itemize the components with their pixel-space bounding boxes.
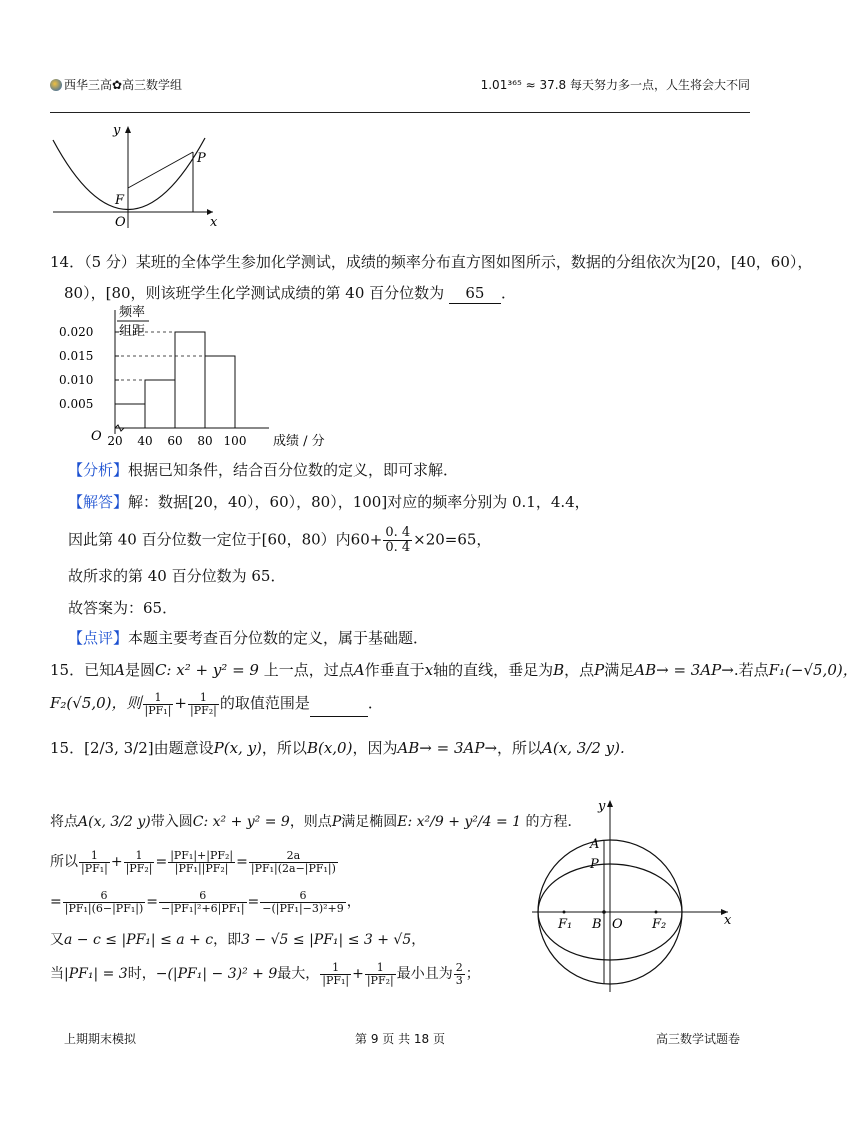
hist-bar <box>145 380 175 428</box>
hist-y-label-bottom: 组距 <box>119 324 146 339</box>
analysis-line5: 故答案为：65． <box>68 599 178 617</box>
y-axis-arrow-icon <box>125 126 131 133</box>
label-o: O <box>612 917 623 932</box>
hist-bar <box>205 356 235 428</box>
hist-x-tick-label: 60 <box>167 434 183 448</box>
label-b: B <box>592 917 602 932</box>
point-f2 <box>655 911 658 914</box>
sol15-line5: 又a − c ≤ |PF₁| ≤ a + c，即3 − √5 ≤ |PF₁| ≤ 3 + √5， <box>50 932 426 948</box>
label-p: P <box>590 857 599 872</box>
label-x: x <box>210 215 218 230</box>
fraction-04: $\frac{0. 4}{0. 4}$ <box>385 525 411 555</box>
hist-y-tick-label: 0.005 <box>59 397 94 411</box>
header-rule <box>50 112 750 113</box>
footer-left: 上期期末模拟 <box>64 1032 137 1046</box>
q14-line1: 14．（5 分）某班的全体学生参加化学测试，成绩的频率分布直方图如图所示，数据的分组依次为[20，[40，60）， <box>50 253 813 271</box>
hist-x-tick-label: 40 <box>137 434 153 448</box>
label-x: x <box>724 913 732 928</box>
header-right <box>481 76 750 93</box>
hist-y-tick-label: 0.010 <box>59 373 94 387</box>
label-p: P <box>197 151 206 166</box>
hist-bar <box>175 332 205 428</box>
dianping-tag: 【点评】 <box>68 629 129 647</box>
segment-fp <box>128 152 193 188</box>
sol15-line4: = $\frac{6}{\text{|PF₁|(6−|PF₁|)}}$ = $\frac{6}{\text{−|PF₁|²+6|PF₁|}}$ = $\frac{6}{\text{−(|PF₁|−3)²+9}}$ ， <box>50 888 361 915</box>
label-f2: F₂ <box>652 917 667 932</box>
header-motto: 每天努力多一点，人生将会大不同 <box>566 78 750 92</box>
sol15-answer: [2/3, 3/2] <box>84 739 154 757</box>
hist-origin-label: O <box>91 429 102 444</box>
label-y: y <box>113 123 121 138</box>
hist-x-label: 成绩 / 分 <box>273 434 325 449</box>
sol15-line1: 15．[2/3, 3/2]由题意设P(x, y)，所以B(x,0)，因为AB→ = 3AP→，所以A(x, 3/2 y). <box>50 739 625 757</box>
label-a: A <box>590 837 600 852</box>
hist-x-tick-label: 80 <box>197 434 213 448</box>
jieda-tag: 【解答】 <box>68 493 129 511</box>
hist-x-tick-label: 100 <box>223 434 247 448</box>
analysis-line4: 故所求的第 40 百分位数为 65． <box>68 567 286 585</box>
dianping-line: 【点评】本题主要考查百分位数的定义，属于基础题． <box>68 629 429 647</box>
footer-center: 第 9 页 共 18 页 <box>355 1032 445 1046</box>
hist-x-tick-label: 20 <box>107 434 123 448</box>
label-f: F <box>115 193 125 208</box>
header-formula: 1.01³⁶⁵ ≈ 37.8 <box>480 78 567 92</box>
q14-line2: 80），[80，则该班学生化学测试成绩的第 40 百分位数为 65 ． <box>64 284 516 302</box>
q15-blank <box>310 690 368 717</box>
analysis-line3: 因此第 40 百分位数一定位于[60，80）内60+ $\frac{0. 4}{0. 4}$ ×20=65， <box>68 525 492 555</box>
parabola-figure <box>45 120 225 232</box>
label-y: y <box>598 799 606 814</box>
footer-right: 高三数学试题卷 <box>655 1032 740 1046</box>
label-f1: F₁ <box>558 917 573 932</box>
y-axis-arrow-icon <box>607 800 613 807</box>
label-origin: O <box>115 215 126 230</box>
sol15-line2: 将点A(x, 3/2 y)带入圆C: x² + y² = 9，则点P满足椭圆E: x²/9 + y²/4 = 1 的方程． <box>50 814 582 830</box>
histogram-chart <box>55 302 325 452</box>
hist-y-label-top: 频率 <box>119 305 146 320</box>
fenxi-line: 【分析】根据已知条件，结合百分位数的定义，即可求解． <box>68 461 459 479</box>
hist-y-tick-label: 0.020 <box>59 325 94 339</box>
point-b <box>602 910 606 914</box>
q14-answer: 65 <box>449 283 501 304</box>
sol15-line3: 所以 $\frac{1}{\text{|PF₁|}}$ + $\frac{1}{\text{|PF₂|}}$ = $\frac{\text{|PF₁|+|PF₂|}}{\text{|PF₁||PF₂|}}$ = $\frac{2a}{\text{|PF₁|(2a−|PF₁|)}}$ <box>50 848 336 875</box>
hist-bar <box>115 404 145 428</box>
hist-y-tick-label: 0.015 <box>59 349 94 363</box>
circle-ellipse-figure <box>528 796 740 996</box>
q15-line2: F₂(√5,0)，则 $\frac{1}{\text{|PF₁|}}$ + $\frac{1}{\text{|PF₂|}}$ 的取值范围是 ． <box>50 690 383 717</box>
school-logo-icon <box>50 79 62 91</box>
parabola-curve <box>53 138 205 210</box>
fenxi-tag: 【分析】 <box>68 461 129 479</box>
q15-line1: 15．已知A是圆C: x² + y² = 9 上一点，过点A作垂直于x轴的直线，垂足为B，点P满足AB→ = 3AP→.若点F₁(−√5,0)， <box>50 661 858 679</box>
header-left: 西华三高✿高三数学组 <box>50 76 182 93</box>
point-f1 <box>563 911 566 914</box>
jieda-line: 【解答】解：数据[20，40），60），80），100]对应的频率分别为 0.1，4.4， <box>68 493 590 511</box>
sol15-line6: 当|PF₁| = 3时，−(|PF₁| − 3)² + 9最大， $\frac{1}{\text{|PF₁|}}$ + $\frac{1}{\text{|PF₂|}}$ 最小且为 $\frac{2}{3}$ ； <box>50 960 480 987</box>
